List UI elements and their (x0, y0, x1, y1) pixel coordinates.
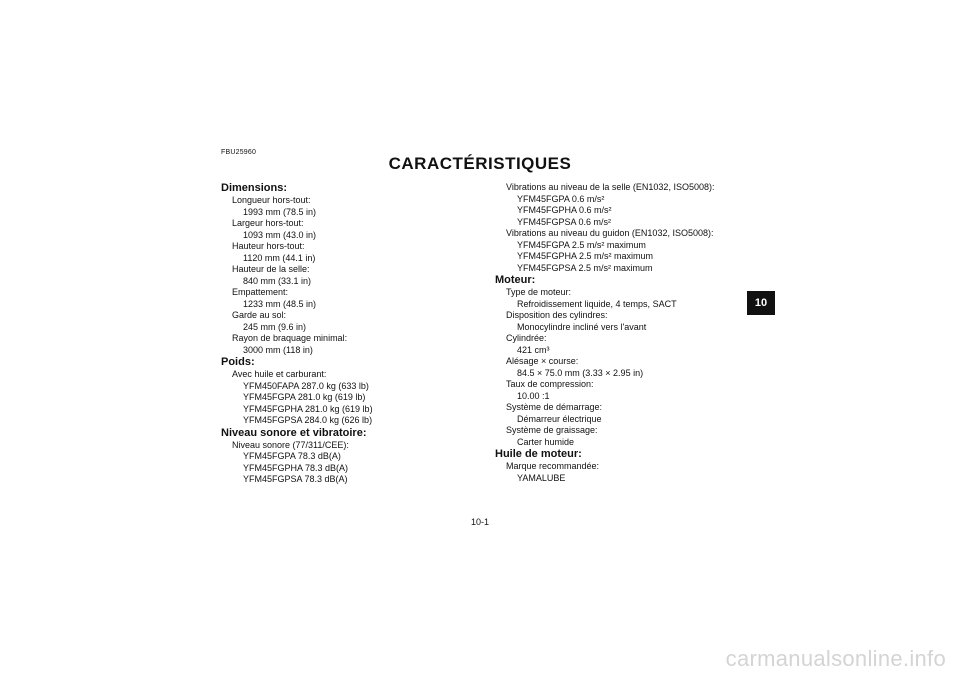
spec-value: YFM45FGPA 2.5 m/s² maximum (517, 239, 646, 250)
spec-label: Rayon de braquage minimal: (232, 333, 348, 343)
spec-value: YFM45FGPA 281.0 kg (619 lb) (243, 392, 366, 402)
spec-value: Monocylindre incliné vers l'avant (517, 321, 647, 332)
spec-value: 3000 mm (118 in) (243, 344, 313, 355)
spec-value: 1120 mm (44.1 in) (243, 252, 316, 263)
spec-label: Cylindrée: (506, 333, 547, 343)
spec-value: 421 cm³ (517, 344, 550, 355)
spec-label: Système de démarrage: (506, 402, 603, 412)
spec-label: Type de moteur: (506, 287, 572, 297)
spec-value: YFM45FGPHA 2.5 m/s² maximum (517, 251, 654, 261)
spec-value: 1093 mm (43.0 in) (243, 229, 317, 240)
document-code: FBU25960 (221, 149, 257, 156)
spec-value: YFM45FGPA 0.6 m/s² (517, 193, 605, 204)
spec-label: Hauteur hors-tout: (232, 241, 305, 251)
spec-label: Disposition des cylindres: (506, 310, 608, 320)
spec-value: 1993 mm (78.5 in) (243, 206, 317, 217)
spec-label: Alésage × course: (506, 356, 579, 366)
spec-value: YFM45FGPHA 0.6 m/s² (517, 205, 612, 215)
spec-label: Vibrations au niveau du guidon (EN1032, ISO5008): (506, 228, 714, 238)
spec-value: YFM45FGPSA 284.0 kg (626 lb) (243, 415, 373, 425)
watermark: carmanualsonline.info (725, 646, 946, 671)
spec-label: Avec huile et carburant: (232, 369, 327, 379)
spec-value: 245 mm (9.6 in) (243, 321, 307, 332)
spec-value: YFM45FGPSA 78.3 dB(A) (243, 474, 348, 484)
page-title: CARACTÉRISTIQUES (388, 154, 572, 173)
spec-value: YFM45FGPSA 0.6 m/s² (517, 216, 612, 227)
spec-label: Niveau sonore (77/311/CEE): (232, 439, 349, 450)
spec-value: 1233 mm (48.5 in) (243, 298, 317, 309)
spec-label: Taux de compression: (506, 379, 594, 389)
page-number: 10-1 (470, 517, 489, 527)
spec-value: YFM45FGPSA 2.5 m/s² maximum (517, 262, 653, 273)
spec-label: Hauteur de la selle: (232, 264, 310, 274)
spec-value: YFM45FGPHA 78.3 dB(A) (243, 462, 349, 473)
spec-value: 84.5 × 75.0 mm (3.33 × 2.95 in) (517, 367, 644, 378)
spec-value: 840 mm (33.1 in) (243, 275, 312, 286)
spec-label: Marque recommandée: (506, 461, 600, 471)
spec-value: Refroidissement liquide, 4 temps, SACT (517, 298, 677, 309)
spec-value: YAMALUBE (517, 472, 566, 483)
spec-label: Longueur hors-tout: (232, 195, 311, 205)
right-column (495, 182, 755, 484)
chapter-tab: 10 (747, 291, 775, 315)
dimensions-heading: Dimensions: (221, 182, 288, 194)
spec-label: Garde au sol: (232, 310, 287, 320)
weight-heading: Poids: (221, 356, 255, 368)
spec-value: YFM45FGPA 78.3 dB(A) (243, 451, 341, 461)
engine-heading: Moteur: (495, 274, 536, 286)
spec-value: 10.00 :1 (517, 390, 550, 401)
spec-value: YFM450FAPA 287.0 kg (633 lb) (243, 380, 369, 391)
spec-value: Carter humide (517, 436, 575, 447)
spec-label: Empattement: (232, 287, 289, 297)
spec-label: Vibrations au niveau de la selle (EN1032, ISO5008): (506, 182, 715, 192)
spec-label: Système de graissage: (506, 425, 598, 435)
oil-heading: Huile de moteur: (495, 448, 582, 460)
left-column (221, 182, 481, 486)
noise-heading: Niveau sonore et vibratoire: (221, 426, 367, 439)
spec-label: Largeur hors-tout: (232, 218, 304, 228)
spec-value: Démarreur électrique (517, 413, 602, 424)
spec-value: YFM45FGPHA 281.0 kg (619 lb) (243, 403, 373, 414)
